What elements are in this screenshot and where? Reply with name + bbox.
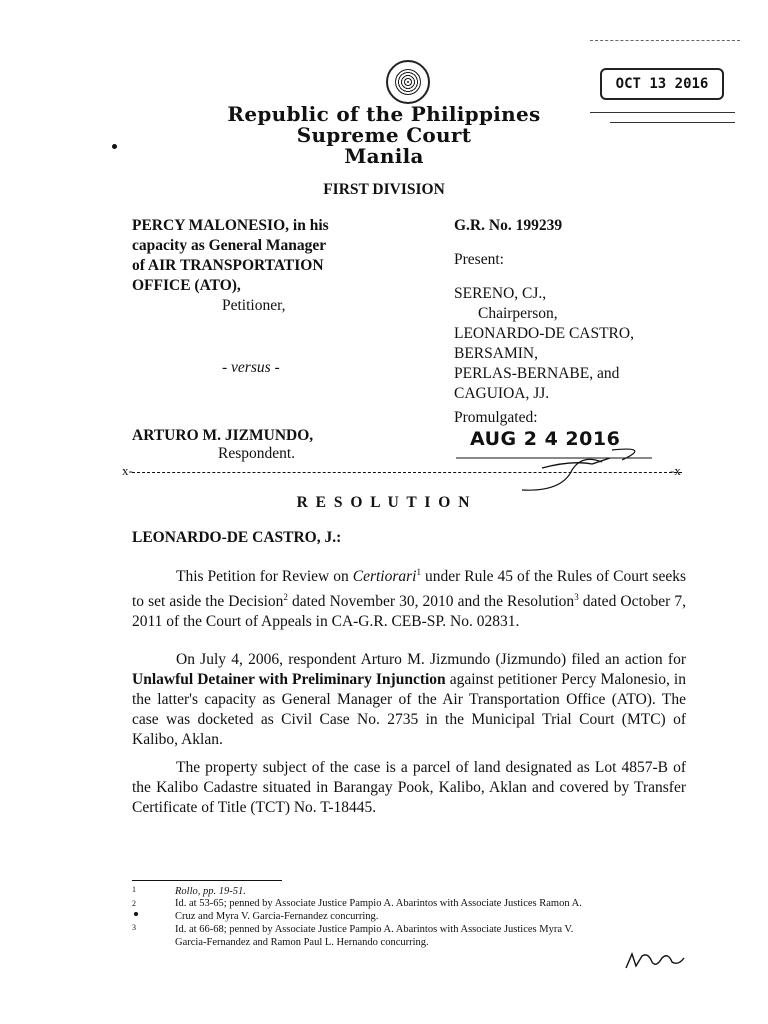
- justice-line: Chairperson,: [478, 305, 558, 322]
- footnote-2-line-1: Id. at 53-65; penned by Associate Justice Pampio A. Abarintos with Associate Justices Ramon A.: [175, 898, 582, 909]
- footnote-number: 3: [132, 923, 136, 932]
- p3-text: The property subject of the case is a parcel of land designated as Lot 4857-B of the Kalibo Cadastre situated in Barangay Pook, Kalibo, Aklan and covered by Transfer Certificate of Title (TCT) No. T-18445.: [132, 759, 686, 816]
- xline-right: -x: [670, 463, 681, 478]
- petitioner-role: Petitioner,: [222, 297, 286, 314]
- justice-line: LEONARDO-DE CASTRO,: [454, 325, 634, 342]
- petitioner-line: capacity as General Manager: [132, 237, 327, 254]
- promulgated-label: Promulgated:: [454, 409, 538, 426]
- footnote-3-line-2: Garcia-Fernandez and Ramon Paul L. Hernando concurring.: [175, 937, 429, 948]
- petitioner-line: OFFICE (ATO),: [132, 277, 241, 294]
- signature-scribble-icon: [452, 440, 662, 496]
- footnote-2-line-2: Cruz and Myra V. Garcia-Fernandez concurring.: [175, 911, 379, 922]
- case-number: G.R. No. 199239: [454, 217, 563, 234]
- footnote-ref: 1: [416, 567, 421, 577]
- petitioner-line: of AIR TRANSPORTATION: [132, 257, 324, 274]
- footnote-ref: 3: [574, 592, 579, 603]
- promulgated-date: AUG 2 4 2016: [470, 428, 621, 450]
- justice-line: CAGUIOA, JJ.: [454, 385, 550, 402]
- resolution-title: R E S O L U T I O N: [296, 494, 472, 511]
- paragraph-3: [132, 758, 686, 818]
- paragraph-1: [132, 562, 686, 632]
- respondent-name: ARTURO M. JIZMUNDO,: [132, 427, 314, 444]
- present-label: Present:: [454, 251, 504, 268]
- petitioner-block: [132, 216, 392, 296]
- header-manila: Manila: [344, 144, 424, 168]
- footnote-number: 1: [132, 885, 136, 894]
- justice-line: PERLAS-BERNABE, and: [454, 365, 620, 382]
- court-seal-icon: [386, 60, 430, 104]
- p1-text-c: dated November 30, 2010 and the Resolution: [287, 593, 575, 611]
- footnote-1: Rollo, pp. 19-51.: [175, 886, 246, 897]
- xline-left: x-: [122, 463, 133, 478]
- p2-text-b: against petitioner Percy Malonesio, in the latter's capacity as General Manager of the Air Transportation Office (ATO). The case was docketed as Civil Case No. 2735 in the Municipal Trial Court (MTC) of Kalibo, Aklan.: [132, 671, 686, 748]
- p1-text-d: dated October 7, 2011 of the Court of Appeals in CA-G.R. CEB-SP. No. 02831.: [132, 593, 686, 631]
- ponente: LEONARDO-DE CASTRO, J.:: [132, 529, 342, 546]
- p1-italic: Certiorari: [352, 568, 417, 586]
- footnote-number: 2: [132, 899, 136, 908]
- p2-bold: Unlawful Detainer with Preliminary Injunction: [132, 671, 446, 688]
- petitioner-line: PERCY MALONESIO, in his: [132, 217, 329, 234]
- justice-line: BERSAMIN,: [454, 345, 538, 362]
- header-supreme-court: Supreme Court: [296, 123, 472, 147]
- footnote-separator: [132, 880, 282, 881]
- footnote-ref: 2: [283, 592, 288, 603]
- initials-signature-icon: [622, 946, 692, 976]
- p1-text-b: under Rule 45 of the Rules of Court seeks to set aside the Decision: [132, 568, 687, 611]
- justice-line: SERENO, CJ.,: [454, 285, 547, 302]
- p2-text-a: On July 4, 2006, respondent Arturo M. Jizmundo (Jizmundo) filed an action for: [176, 651, 686, 668]
- footnote-3-line-1: Id. at 66-68; penned by Associate Justice Pampio A. Abarintos with Associate Justices Myra V.: [175, 924, 574, 935]
- stamp-date: OCT 13 2016: [600, 68, 724, 100]
- margin-mark: [112, 144, 117, 149]
- p1-text-a: This Petition for Review on: [176, 568, 353, 586]
- versus-label: - versus -: [222, 359, 280, 376]
- justices-list: [454, 284, 694, 404]
- separator-dashed: [132, 472, 682, 473]
- respondent-role: Respondent.: [218, 445, 296, 462]
- paragraph-2: [132, 650, 686, 750]
- header-republic: Republic of the Philippines: [227, 102, 541, 126]
- margin-mark: [134, 912, 138, 916]
- division-title: FIRST DIVISION: [323, 181, 445, 198]
